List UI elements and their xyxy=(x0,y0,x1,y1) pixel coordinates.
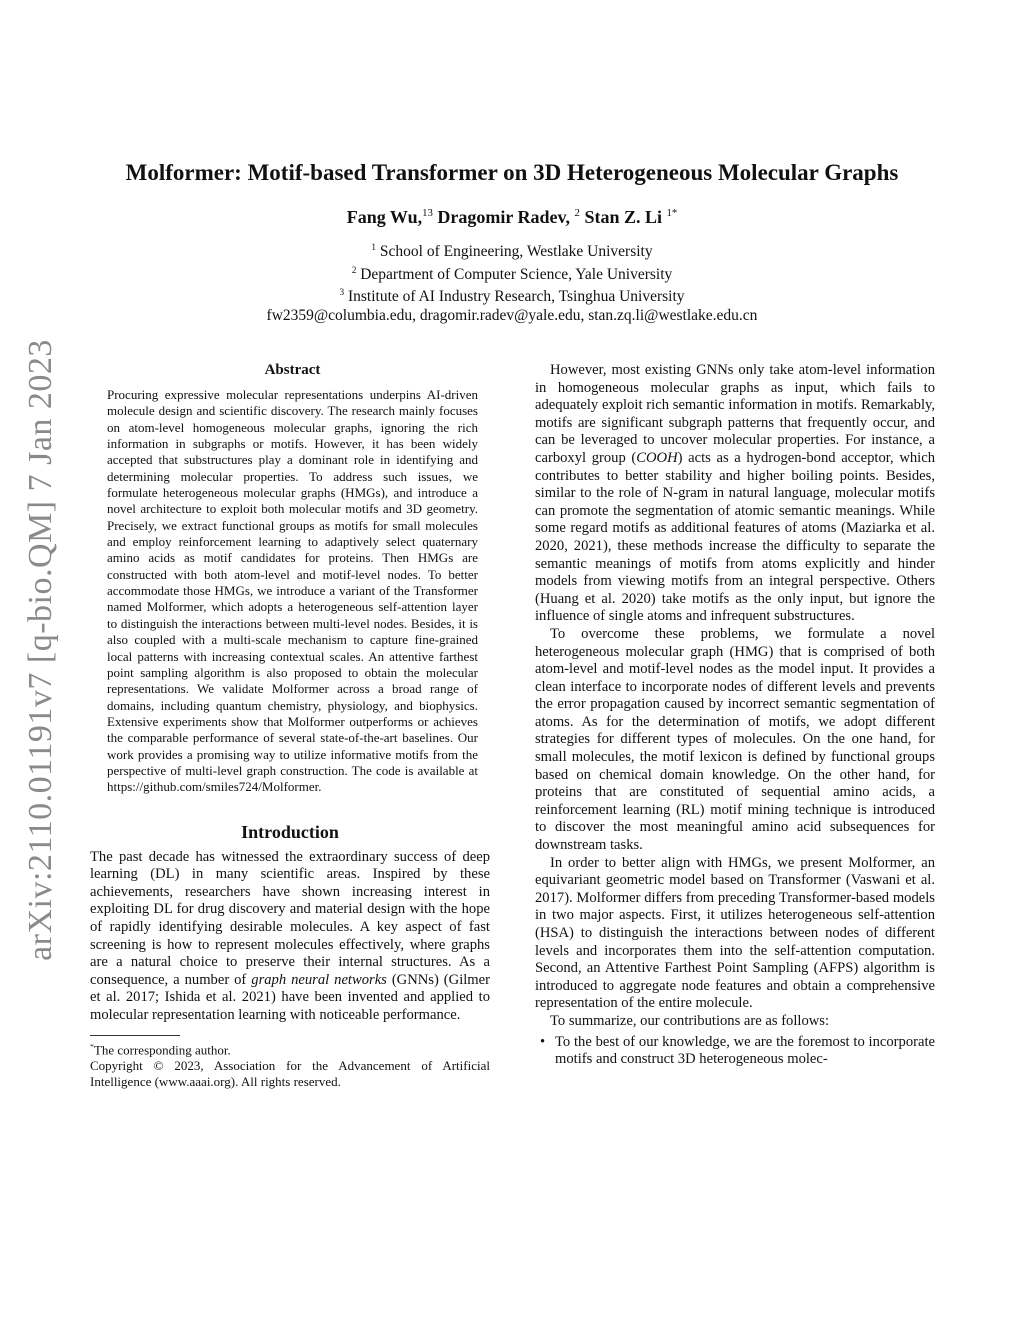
abstract-text: Procuring expressive molecular representations underpins AI-driven molecule design and scientific discovery. The research mainly focuses on atom-level homogeneous molecular graphs, ignoring the rich information in subgraphs or motifs. However, it has been widely accepted that substructures play a dominant role in identifying and determining molecular properties. To address such issues, we formulate heterogeneous molecular graphs (HMGs), and introduce a novel architecture to exploit both molecular motifs and 3D geometry. Precisely, we extract functional groups as motifs for small molecules and employ reinforcement learning to adaptively select quaternary amino acids as motif candidates for proteins. Then HMGs are constructed with both atom-level and motif-level nodes. To better accommodate those HMGs, we introduce a variant of the Transformer named Molformer, which adopts a heterogeneous self-attention layer to distinguish the interactions between multi-level nodes. Besides, it is also coupled with a multi-scale mechanism to capture fine-grained local patterns with increasing contextual scales. An attentive farthest point sampling algorithm is also proposed to obtain the molecular representations. We validate Molformer across a broad range of domains, including quantum chemistry, physiology, and biophysics. Extensive experiments show that Molformer outperforms or achieves the comparable performance of several state-of-the-art baselines. Our work provides a promising way to utilize informative motifs from the perspective of multi-level graph construction. The code is available at https://github.com/smiles724/Molformer. xyxy=(107,387,478,795)
introduction-paragraph xyxy=(90,849,490,1025)
text-run: The past decade has witnessed the extraordinary success of deep learning (DL) in many scientific areas. Inspired by these achievements, researchers have shown increasing interest in exploiting DL for drug discovery and material design with the hope of rapidly identifying desirable molecules. A key aspect of fast screening is how to represent molecules effectively, where graphs are a natural choice to preserve their internal structures. As a consequence, a number of xyxy=(90,848,490,988)
text-run: (GNNs) (Gilmer et al. 2017; Ishida et al. 2021) have been invented and applied to molecular representation learning with noticeable performance. xyxy=(90,971,490,1023)
author-list xyxy=(60,207,964,228)
introduction-heading: Introduction xyxy=(241,821,339,842)
affiliation-mark: 3 xyxy=(339,288,345,299)
affiliation-mark: 1 xyxy=(371,243,377,253)
right-column xyxy=(535,362,935,1069)
list-item xyxy=(535,1034,935,1069)
affiliation-mark: 2 xyxy=(351,265,357,276)
corresponding-author-footnote xyxy=(90,1039,490,1058)
author-emails: fw2359@columbia.edu, dragomir.radev@yale.edu, stan.zq.li@westlake.edu.cn xyxy=(266,306,758,324)
contribution-list xyxy=(535,1034,935,1069)
author-affiliation-mark: 1* xyxy=(666,207,678,219)
footnote-text: The corresponding author. xyxy=(93,1041,231,1057)
affiliation-text: Department of Computer Science, Yale University xyxy=(360,265,673,283)
affiliation xyxy=(60,239,964,262)
footnote-mark: * xyxy=(90,1041,94,1051)
bullet-glyph: • xyxy=(540,1033,546,1050)
footnote-divider xyxy=(90,1035,180,1036)
abstract-section xyxy=(90,362,490,796)
body-paragraph: In order to better align with HMGs, we present Molformer, an equivariant geometric model based on Transformer (Vaswani et al. 2017). Molformer differs from preceding Transformer-based models in two major aspects. First, it utilizes heterogeneous self-attention (HSA) to distinguish the interactions between nodes of different levels and incorporates them into the self-attention computation. Second, an Attentive Farthest Point Sampling (AFPS) algorithm is introduced to aggregate node features and obtain a comprehensive representation of the entire molecule. xyxy=(535,854,935,1012)
copyright-notice: Copyright © 2023, Association for the Advancement of Artificial Intelligence (www.aaai.org). All rights reserved. xyxy=(90,1057,490,1089)
arxiv-identifier xyxy=(18,340,64,960)
body-paragraph: To overcome these problems, we formulate a novel heterogeneous molecular graph (HMG) that is comprised of both atom-level and motif-level nodes as the model input. It provides a clean interface to incorporate nodes of different levels and prevents the error propagation caused by incorrect semantic segmentation of atoms. As for the determination of motifs, we adopt different strategies for different types of molecules. On the one hand, for small molecules, the motif lexicon is defined by functional groups based on chemical domain knowledge. On the other hand, for proteins that are constituted of sequential amino acids, a reinforcement learning (RL) motif mining technique is introduced to discover the most meaningful amino acid subsequences for downstream tasks. xyxy=(535,625,935,854)
body-paragraph xyxy=(535,362,935,626)
list-item-text: To the best of our knowledge, we are the foremost to incorporate motifs and construct 3D heterogeneous molec- xyxy=(555,1033,935,1068)
abstract-heading: Abstract xyxy=(264,362,321,378)
body-paragraph: To summarize, our contributions are as follows: xyxy=(550,1012,830,1029)
affiliation xyxy=(60,284,964,307)
author-name: Fang Wu, xyxy=(346,207,423,227)
author-name: Dragomir Radev, xyxy=(437,207,571,227)
emphasis-text: graph neural networks xyxy=(251,971,387,988)
affiliation xyxy=(60,262,964,285)
paper-title: Molformer: Motif-based Transformer on 3D Heterogeneous Molecular Graphs xyxy=(125,160,899,185)
author-name: Stan Z. Li xyxy=(584,207,662,227)
text-run: However, most existing GNNs only take atom-level information in homogeneous molecular graphs as input, which fails to adequately exploit rich semantic information in motifs. Remarkably, motifs are significant subgraph patterns that frequently occur, and can be leveraged to uncover molecular properties. For instance, a carboxyl group ( xyxy=(535,362,935,466)
affiliation-text: Institute of AI Industry Research, Tsinghua University xyxy=(347,288,685,306)
text-run: ) acts as a hydrogen-bond acceptor, which contributes to better stability and higher boiling points. Besides, similar to the role of N-gram in natural language, molecular motifs can promote the segmentation of atomic semantic meanings. While some regard motifs as additional features of atoms (Maziarka et al. 2020, 2021), these methods increase the difficulty to separate the semantic meanings of motifs from atoms explicitly and hinder models from viewing motifs from an integral perspective. Others (Huang et al. 2020) take motifs as the only input, but ignore the influence of single atoms and infrequent substructures. xyxy=(535,449,935,625)
emphasis-text: COOH xyxy=(636,449,678,466)
affiliation-text: School of Engineering, Westlake University xyxy=(379,243,653,261)
affiliation-block xyxy=(60,239,964,325)
left-column xyxy=(90,362,490,1090)
arxiv-identifier-text: arXiv:2110.01191v7 [q-bio.QM] 7 Jan 2023 xyxy=(22,339,59,961)
author-affiliation-mark: 2 xyxy=(574,207,580,219)
author-affiliation-mark: 13 xyxy=(422,207,433,219)
